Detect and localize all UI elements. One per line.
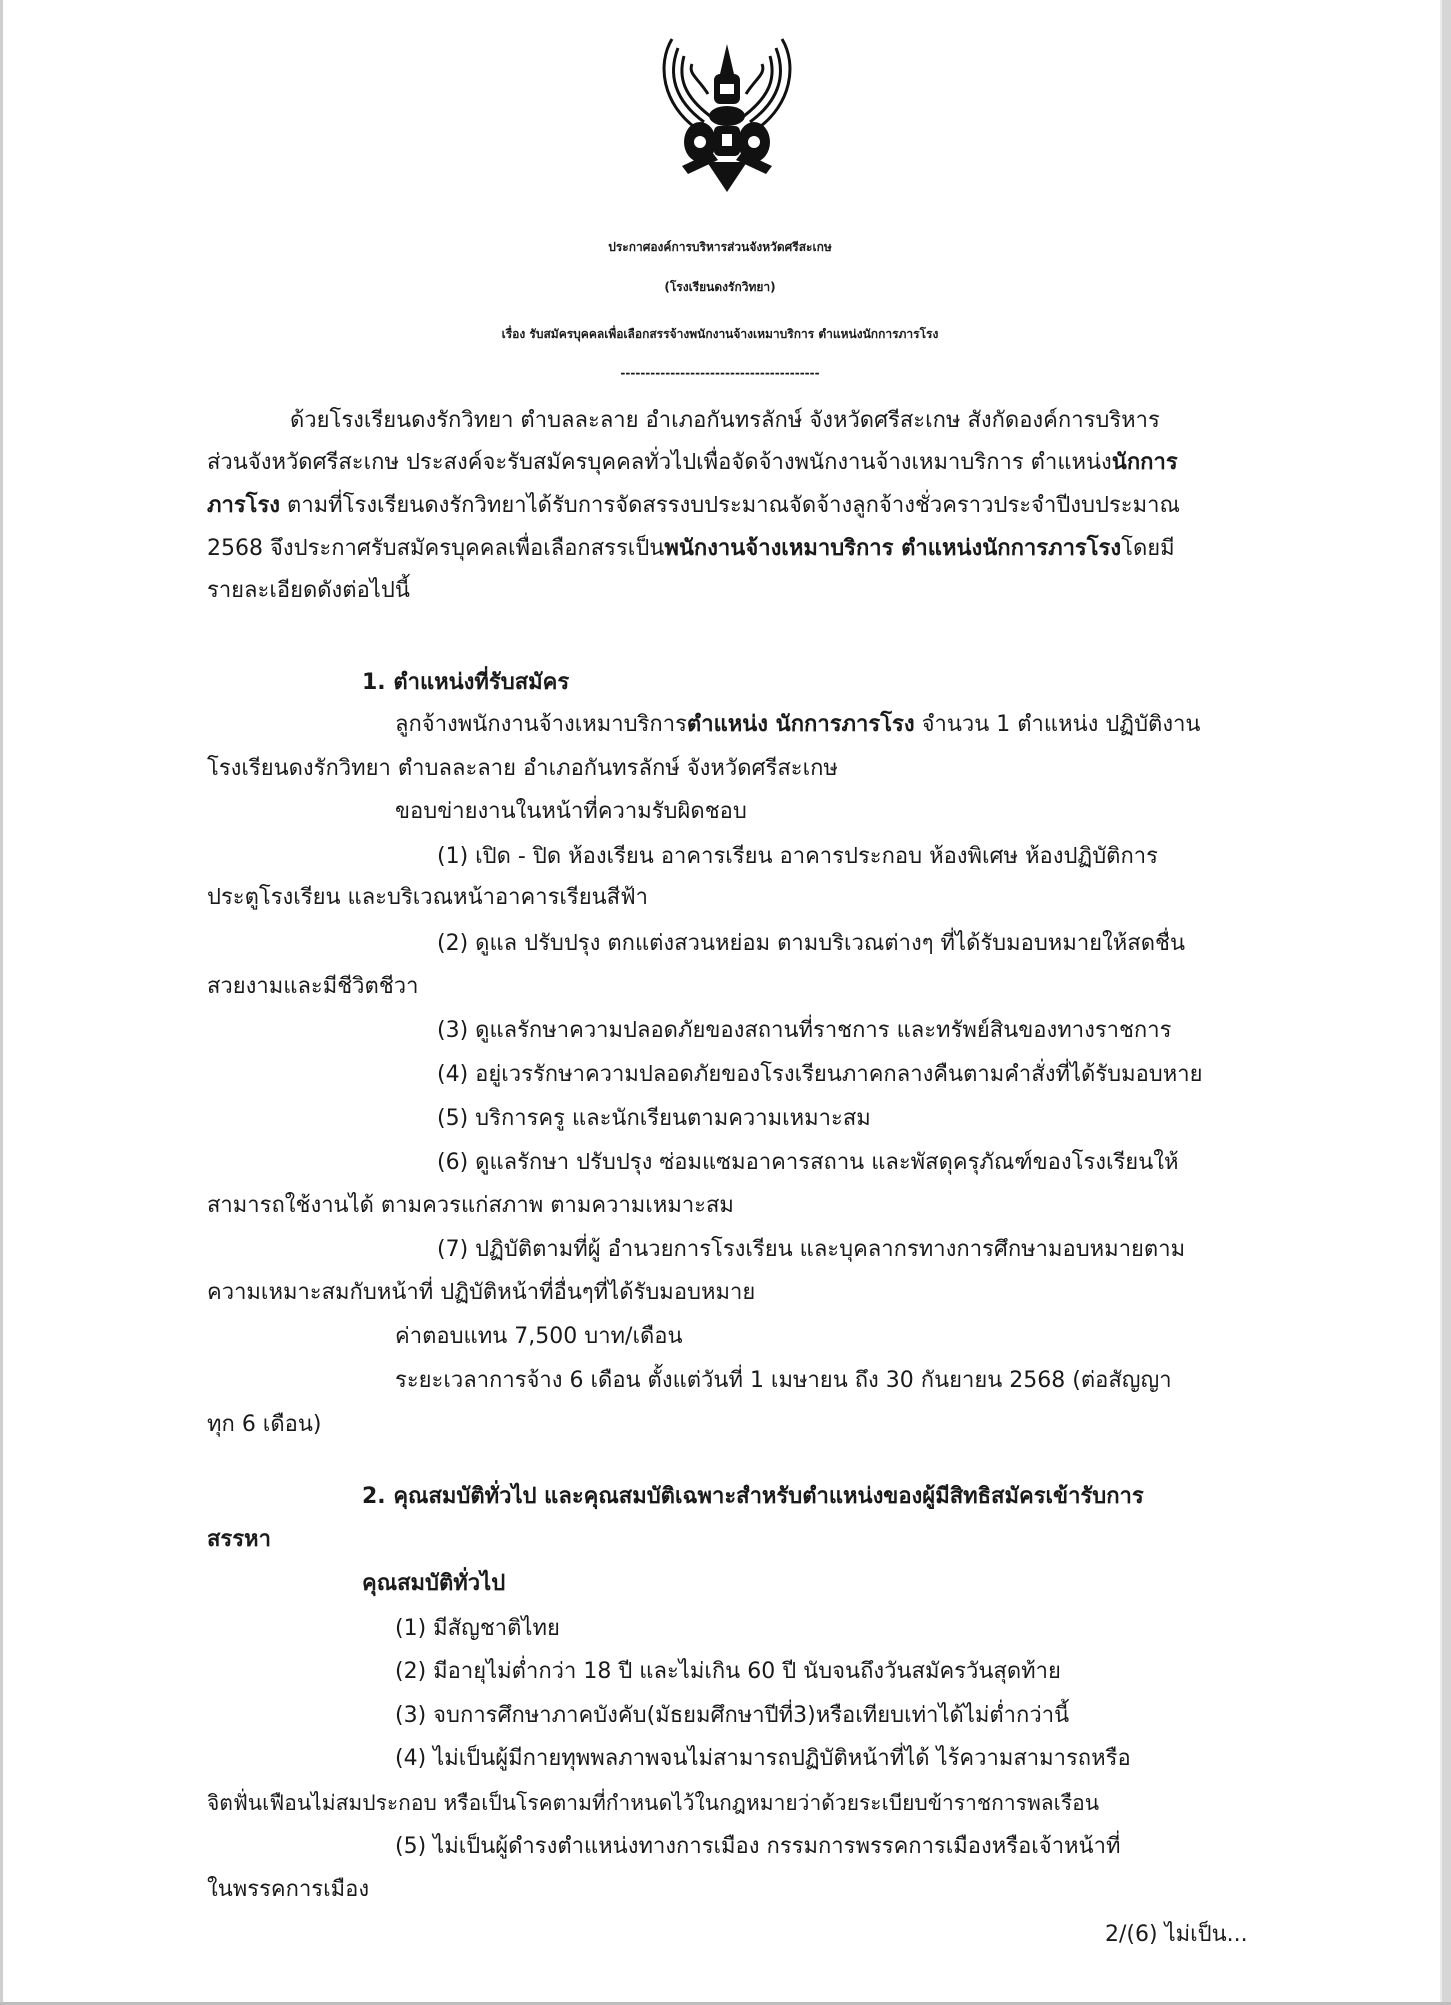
page-edge-right [1440,0,1451,2005]
section2-heading-cont: สรรหา [207,1527,271,1552]
duty-item: (2) ดูแล ปรับปรุง ตกแต่งสวนหย่อม ตามบริเวณต่างๆ ที่ได้รับมอบหมายให้สดชื่น [437,931,1185,956]
duty-item: (4) อยู่เวรรักษาความปลอดภัยของโรงเรียนภาคกลางคืนตามคำสั่งที่ได้รับมอบหาย [437,1062,1203,1087]
duty-item-cont: สวยงามและมีชีวิตชีวา [207,974,419,999]
text: ลูกจ้างพนักงานจ้างเหมาบริการ [395,712,687,737]
duty-item-cont: สามารถใช้งานได้ ตามควรแก่สภาพ ตามความเหมาะสม [207,1193,734,1218]
text: 2568 จึงประกาศรับสมัครบุคคลเพื่อเลือกสรรเป็น [207,536,665,561]
qualification-item: (2) มีอายุไม่ต่ำกว่า 18 ปี และไม่เกิน 60 ปี นับจนถึงวันสมัครวันสุดท้าย [395,1659,1061,1684]
school-name: (โรงเรียนดงรักวิทยา) [664,280,776,294]
section1-line: โรงเรียนดงรักวิทยา ตำบลละลาย อำเภอกันทรลักษ์ จังหวัดศรีสะเกษ [207,756,838,781]
intro-line: รายละเอียดดังต่อไปนี้ [207,578,410,603]
period-line: ระยะเวลาการจ้าง 6 เดือน ตั้งแต่วันที่ 1 เมษายน ถึง 30 กันยายน 2568 (ต่อสัญญา [395,1368,1172,1393]
section2-heading: 2. คุณสมบัติทั่วไป และคุณสมบัติเฉพาะสำหรับตำแหน่งของผู้มีสิทธิสมัครเข้ารับการ [362,1484,1144,1509]
bold-text: ตำแหน่ง นักการภารโรง [686,712,915,737]
intro-line [207,491,1180,521]
duty-item-cont: ความเหมาะสมกับหน้าที่ ปฏิบัติหน้าที่อื่นๆที่ได้รับมอบหมาย [207,1280,756,1305]
wage-line: ค่าตอบแทน 7,500 บาท/เดือน [395,1324,683,1349]
title-divider: ---------------------------------------- [620,366,820,380]
qualification-item: (3) จบการศึกษาภาคบังคับ(มัธยมศึกษาปีที่3)หรือเทียบเท่าได้ไม่ต่ำกว่านี้ [395,1703,1070,1728]
duty-item: (1) เปิด - ปิด ห้องเรียน อาคารเรียน อาคารประกอบ ห้องพิเศษ ห้องปฏิบัติการ [437,844,1158,869]
subject-line: เรื่อง รับสมัครบุคคลเพื่อเลือกสรรจ้างพนักงานจ้างเหมาบริการ ตำแหน่งนักการภารโรง [501,327,939,341]
intro-line [207,534,1175,564]
section1-heading: 1. ตำแหน่งที่รับสมัคร [362,670,570,695]
general-qualifications-heading: คุณสมบัติทั่วไป [362,1571,506,1596]
announcement-title: ประกาศองค์การบริหารส่วนจังหวัดศรีสะเกษ [608,240,832,254]
intro-line: ด้วยโรงเรียนดงรักวิทยา ตำบลละลาย อำเภอกันทรลักษ์ จังหวัดศรีสะเกษ สังกัดองค์การบริหาร [290,408,1160,433]
scope-label: ขอบข่ายงานในหน้าที่ความรับผิดชอบ [395,799,747,824]
duty-item: (5) บริการครู และนักเรียนตามความเหมาะสม [437,1106,871,1131]
duty-item: (3) ดูแลรักษาความปลอดภัยของสถานที่ราชการ และทรัพย์สินของทางราชการ [437,1018,1172,1043]
duty-item: (7) ปฏิบัติตามที่ผู้ อำนวยการโรงเรียน และบุคลากรทางการศึกษามอบหมายตาม [437,1237,1186,1262]
garuda-emblem-icon [652,34,802,194]
qualification-item: (5) ไม่เป็นผู้ดำรงตำแหน่งทางการเมือง กรรมการพรรคการเมืองหรือเจ้าหน้าที่ [395,1834,1121,1859]
qualification-item-cont: จิตฟั่นเฟือนไม่สมประกอบ หรือเป็นโรคตามที่กำหนดไว้ในกฎหมายว่าด้วยระเบียบข้าราชการพลเรือน [207,1791,1100,1815]
qualification-item-cont: ในพรรคการเมือง [207,1877,370,1902]
text: โดยมี [1121,536,1175,561]
bold-text: นักการ [1111,450,1178,475]
text: ส่วนจังหวัดศรีสะเกษ ประสงค์จะรับสมัครบุคคลทั่วไปเพื่อจัดจ้างพนักงานจ้างเหมาบริการ ตำแหน่ง [207,450,1112,475]
text: จำนวน 1 ตำแหน่ง ปฏิบัติงาน [914,712,1201,737]
period-line-cont: ทุก 6 เดือน) [207,1412,322,1437]
qualification-item: (1) มีสัญชาติไทย [395,1616,560,1641]
section1-line [395,710,1200,740]
text: ตามที่โรงเรียนดงรักวิทยาได้รับการจัดสรรงบประมาณจัดจ้างลูกจ้างชั่วคราวประจำปีงบประมาณ [280,493,1180,518]
duty-item-cont: ประตูโรงเรียน และบริเวณหน้าอาคารเรียนสีฟ้า [207,885,649,910]
bold-text: พนักงานจ้างเหมาบริการ ตำแหน่งนักการภารโรง [664,536,1122,561]
bold-text: ภารโรง [207,493,281,518]
duty-item: (6) ดูแลรักษา ปรับปรุง ซ่อมแซมอาคารสถาน และพัสดุครุภัณฑ์ของโรงเรียนให้ [437,1150,1179,1175]
page-continuation: 2/(6) ไม่เป็น... [1105,1922,1248,1947]
qualification-item: (4) ไม่เป็นผู้มีกายทุพพลภาพจนไม่สามารถปฏิบัติหน้าที่ได้ ไร้ความสามารถหรือ [395,1746,1131,1771]
intro-line [207,448,1178,478]
